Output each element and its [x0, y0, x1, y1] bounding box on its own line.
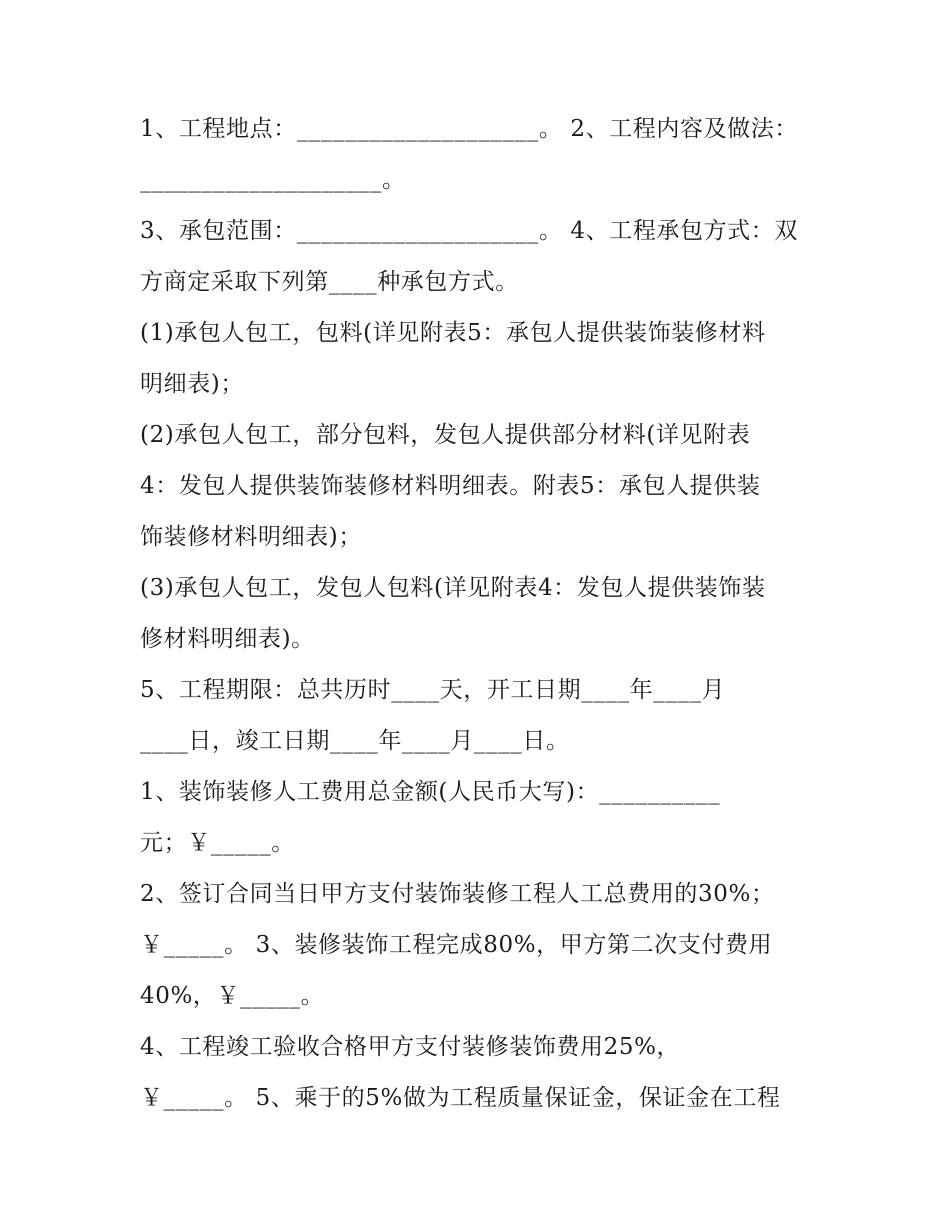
text-line: (1)承包人包工，包料(详见附表5：承包人提供装饰装修材料: [140, 320, 766, 346]
text-line: 5、工程期限：总共历时____天，开工日期____年____月: [140, 677, 726, 703]
text-line: 1、工程地点：____________________。 2、工程内容及做法：: [140, 116, 798, 142]
text-line: 修材料明细表)。: [140, 626, 315, 652]
text-line: 40%，￥_____。: [140, 983, 325, 1009]
text-line: (3)承包人包工，发包人包料(详见附表4：发包人提供装饰装: [140, 575, 766, 601]
text-line: ￥_____。 5、乘于的5%做为工程质量保证金，保证金在工程: [140, 1085, 781, 1111]
text-line: 4：发包人提供装饰装修材料明细表。附表5：承包人提供装: [140, 473, 761, 499]
text-line: 方商定采取下列第____种承包方式。: [140, 269, 519, 295]
contract-body: [140, 104, 820, 1124]
text-line: 3、承包范围：____________________。 4、工程承包方式：双: [140, 218, 798, 244]
text-line: 明细表)；: [140, 371, 244, 397]
text-line: ￥_____。 3、装修装饰工程完成80%，甲方第二次支付费用: [140, 932, 773, 958]
text-line: 4、工程竣工验收合格甲方支付装修装饰费用25%，: [140, 1034, 681, 1060]
text-line: ____日，竣工日期____年____月____日。: [140, 728, 570, 754]
text-line: 元；￥_____。: [140, 830, 295, 856]
text-line: ____________________。: [140, 167, 406, 193]
text-line: 2、签订合同当日甲方支付装饰装修工程人工总费用的30%；: [140, 881, 775, 907]
text-line: (2)承包人包工，部分包料，发包人提供部分材料(详见附表: [140, 422, 751, 448]
text-line: 1、装饰装修人工费用总金额(人民币大写)：__________: [140, 779, 721, 805]
text-line: 饰装修材料明细表)；: [140, 524, 362, 550]
